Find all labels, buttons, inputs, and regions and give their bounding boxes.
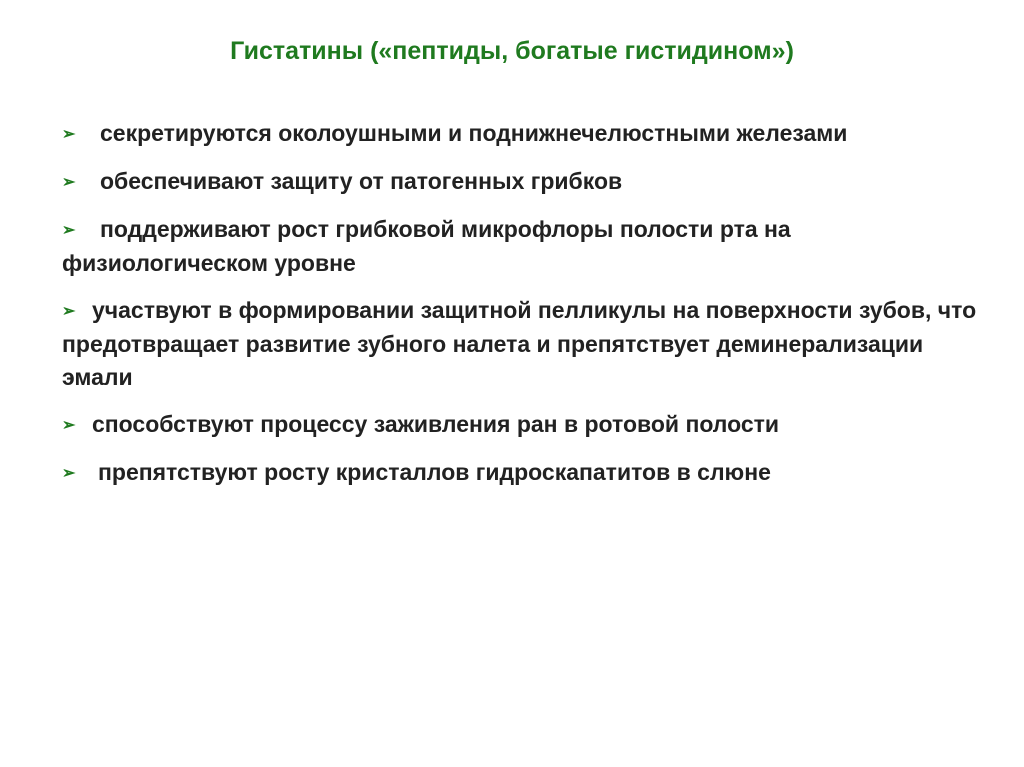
bullet-item bbox=[62, 165, 982, 199]
arrow-bullet-icon: ➢ bbox=[62, 417, 76, 434]
arrow-bullet-icon: ➢ bbox=[62, 465, 76, 482]
arrow-bullet-icon: ➢ bbox=[62, 222, 76, 239]
arrow-bullet-icon: ➢ bbox=[62, 126, 76, 143]
bullet-item bbox=[62, 408, 982, 442]
bullet-item bbox=[62, 456, 982, 490]
bullet-text: поддерживают рост грибковой микрофлоры полости рта на физиологическом уровне bbox=[62, 216, 791, 276]
bullet-item bbox=[62, 213, 982, 280]
bullet-item bbox=[62, 294, 982, 394]
bullet-item bbox=[62, 117, 982, 151]
bullet-text: обеспечивают защиту от патогенных грибков bbox=[100, 168, 623, 194]
arrow-bullet-icon: ➢ bbox=[62, 174, 76, 191]
bullet-text: способствуют процессу заживления ран в ротовой полости bbox=[92, 411, 780, 437]
bullet-text: препятствуют росту кристаллов гидроскапатитов в слюне bbox=[98, 459, 771, 485]
bullet-text: секретируются околоушными и поднижнечелюстными железами bbox=[100, 120, 848, 146]
bullet-list bbox=[62, 117, 982, 504]
bullet-text: участвуют в формировании защитной пелликулы на поверхности зубов, что предотвращает развитие зубного налета и препятствует деминерализации эмали bbox=[62, 297, 977, 390]
arrow-bullet-icon: ➢ bbox=[62, 303, 76, 320]
slide-title: Гистатины («пептиды, богатые гистидином») bbox=[230, 37, 794, 65]
